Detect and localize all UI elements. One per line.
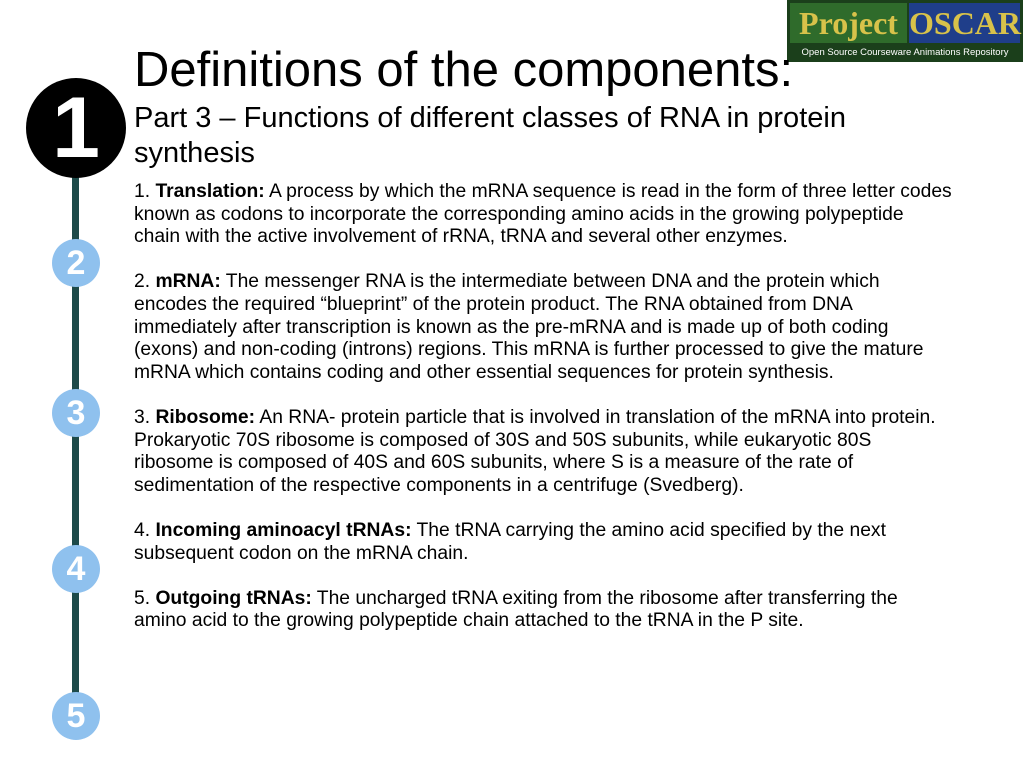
slide-subtitle: Part 3 – Functions of different classes of RNA in protein synthesis — [134, 102, 846, 169]
step-1-current[interactable]: 1 — [26, 78, 126, 178]
definition-text: A process by which the mRNA sequence is read in the form of three letter codes known as codons to incorporate the corresponding amino acids in the growing polypeptide chain with the active involvement of rRNA, tRNA and several other enzymes. — [134, 181, 952, 248]
definition-item — [134, 407, 954, 497]
step-3[interactable]: 3 — [52, 389, 100, 437]
step-2[interactable]: 2 — [52, 239, 100, 287]
definition-item — [134, 181, 954, 249]
definition-term: Incoming aminoacyl tRNAs: — [155, 519, 412, 541]
definition-term: mRNA: — [155, 271, 221, 293]
logo-oscar-word: OSCAR — [909, 5, 1022, 41]
definition-number: 5. — [134, 587, 156, 609]
definition-term: Ribosome: — [155, 406, 256, 428]
slide-title: Definitions of the components: — [134, 43, 794, 97]
definition-item — [134, 271, 954, 384]
step-4[interactable]: 4 — [52, 545, 100, 593]
definition-item — [134, 588, 954, 633]
logo-project-word: Project — [790, 3, 907, 43]
definition-text: An RNA- protein particle that is involved in translation of the mRNA into protein. Prokaryotic 70S ribosome is composed of 30S and 50S subunits, while eukaryotic 80S ribosome is composed of 40S and 60S subunits, where S is a measure of the rate of sedimentation of the respective components in a centrifuge (Svedberg). — [134, 406, 936, 496]
definition-number: 2. — [134, 271, 156, 293]
definition-text: The messenger RNA is the intermediate between DNA and the protein which encodes the required “blueprint” of the protein product. The RNA obtained from DNA immediately after transcription is known as the pre-mRNA and is made up of both coding (exons) and non-coding (introns) regions. This mRNA is further processed to give the mature mRNA which contains coding and other essential sequences for protein synthesis. — [134, 271, 924, 383]
definition-term: Outgoing tRNAs: — [155, 587, 312, 609]
definition-number: 3. — [134, 406, 156, 428]
definition-term: Translation: — [155, 181, 265, 202]
definition-text: The tRNA carrying the amino acid specified by the next subsequent codon on the mRNA chain. — [134, 519, 886, 564]
definition-text: The uncharged tRNA exiting from the ribosome after transferring the amino acid to the growing polypeptide chain attached to the tRNA in the P site. — [134, 587, 898, 632]
step-5[interactable]: 5 — [52, 692, 100, 740]
definitions-list — [134, 181, 954, 633]
project-oscar-logo — [787, 0, 1023, 62]
definition-item — [134, 520, 954, 565]
logo-subtitle: Open Source Courseware Animations Repository — [801, 47, 1009, 58]
definition-number: 1. — [134, 181, 156, 202]
definition-number: 4. — [134, 519, 156, 541]
